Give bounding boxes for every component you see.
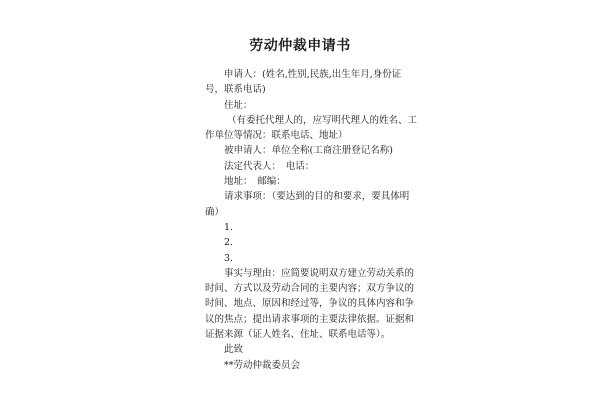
applicant-line-cont: 号，联系电话) xyxy=(205,84,266,96)
request-item-1: 1. xyxy=(224,221,234,233)
requests-line: 请求事项：（要达到的目的和要求，要具体明 xyxy=(224,191,410,203)
request-item-3: 3. xyxy=(224,252,234,264)
document-title: 劳动仲裁申请书 xyxy=(249,38,351,54)
address-line: 住址： xyxy=(224,99,253,111)
closing-salutation: 此致 xyxy=(224,344,244,356)
respondent-address-line: 地址： 邮编： xyxy=(224,176,286,188)
recipient-committee: **劳动仲裁委员会 xyxy=(224,359,301,371)
respondent-line: 被申请人：单位全称(工商注册登记名称) xyxy=(224,145,393,157)
agent-note-line: （有委托代理人的，应写明代理人的姓名、工 xyxy=(227,114,418,126)
agent-note-line-cont: 作单位等情况：联系电话、地址） xyxy=(205,130,348,142)
requests-line-cont: 确） xyxy=(205,206,225,218)
facts-line-2: 时间、方式以及劳动合同的主要内容；双方争议的 xyxy=(205,283,415,295)
applicant-line: 申请人：(姓名,性别,民族,出生年月,身份证 xyxy=(224,69,402,80)
facts-line-5: 证据来源（证人姓名、住址、联系电话等）。 xyxy=(205,329,391,341)
facts-line-4: 议的焦点；提出请求事项的主要法律依据。证据和 xyxy=(205,313,415,325)
request-item-2: 2. xyxy=(224,237,234,249)
document-body xyxy=(205,67,418,373)
legal-rep-line: 法定代表人： 电话： xyxy=(224,160,315,172)
facts-line-1: 事实与理由：应简要说明双方建立劳动关系的 xyxy=(224,267,415,279)
facts-line-3: 时间、地点、原因和经过等，争议的具体内容和争 xyxy=(205,298,415,310)
